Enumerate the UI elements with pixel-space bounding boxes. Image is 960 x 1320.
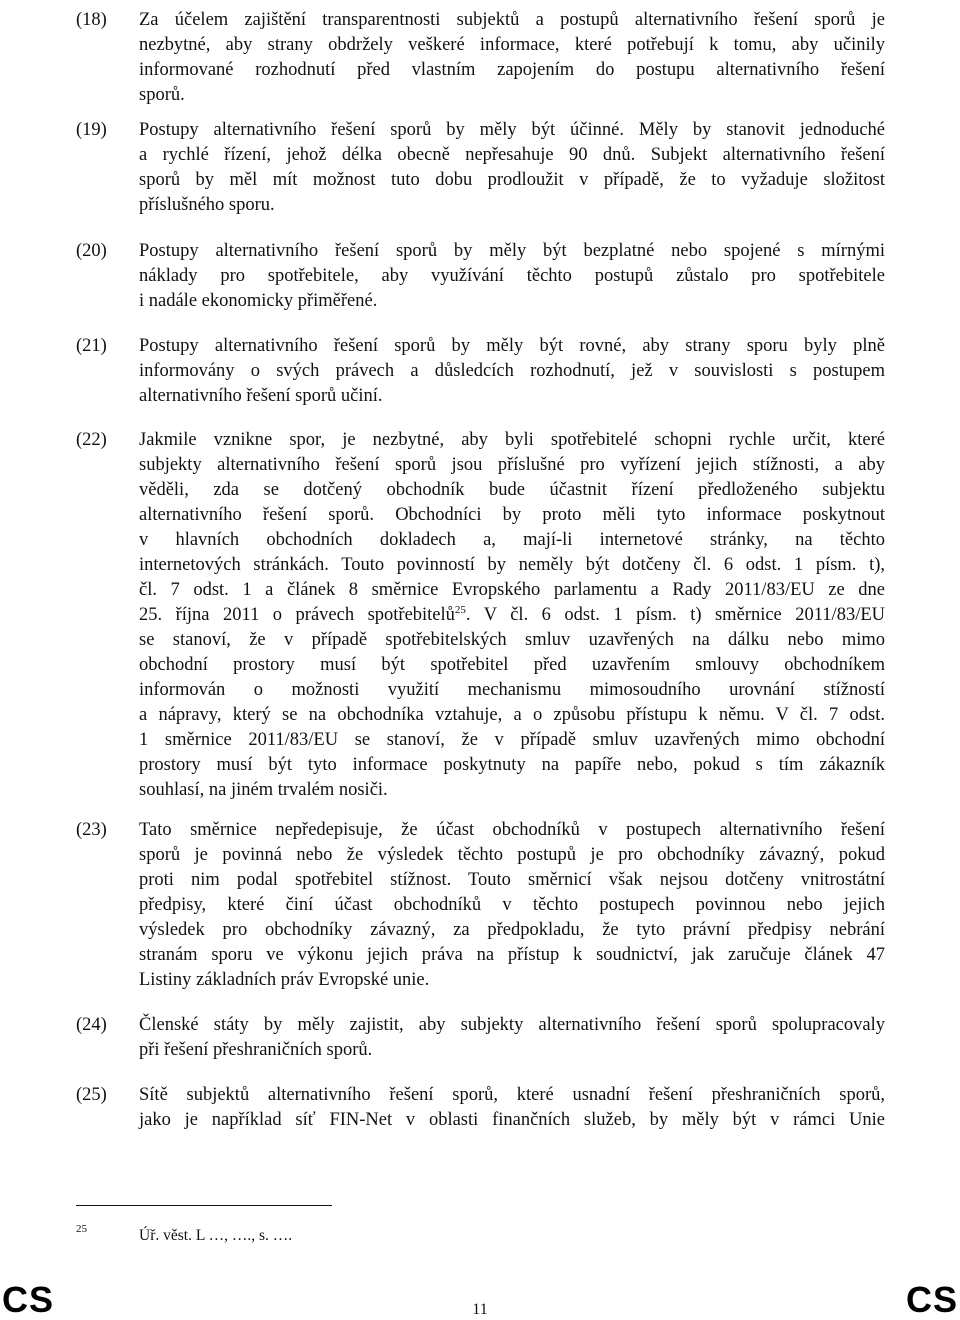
recital-number: (22) bbox=[76, 430, 107, 450]
recital-number: (19) bbox=[76, 120, 107, 140]
recital-number: (21) bbox=[76, 336, 107, 356]
footnote-number: 25 bbox=[76, 1223, 87, 1235]
text-line: Tato směrnice nepředepisuje, že účast obchodníků v postupech alternativního řešení bbox=[139, 820, 885, 840]
text-line: sporů by měl mít možnost tuto dobu prodloužit v případě, že to vyžaduje složitost bbox=[139, 170, 885, 190]
text-line: náklady pro spotřebitele, aby využívání těchto postupů zůstalo pro spotřebitele bbox=[139, 266, 885, 286]
text-segment: 25. října 2011 o právech spotřebitelů bbox=[139, 605, 455, 625]
recital-number: (20) bbox=[76, 241, 107, 261]
text-line: Postupy alternativního řešení sporů by měly být rovné, aby strany sporu byly plně bbox=[139, 336, 885, 356]
recital-text bbox=[139, 8, 885, 108]
page-number: 11 bbox=[472, 1301, 488, 1318]
text-line: subjekty alternativního řešení sporů jsou příslušné pro vyřízení jejich stížnosti, a aby bbox=[139, 455, 885, 475]
recital-number: (24) bbox=[76, 1015, 107, 1035]
text-line: proti nim podal spotřebitel stížnost. Touto směrnicí však nejsou dotčeny vnitrostátní bbox=[139, 870, 885, 890]
text-line: alternativního řešení sporů učiní. bbox=[139, 386, 383, 406]
text-line: informovány o svých právech a důsledcích rozhodnutí, jež v souvislosti s postupem bbox=[139, 361, 885, 381]
text-line: a rychlé řízení, jehož délka obecně nepřesahuje 90 dnů. Subjekt alternativního řešení bbox=[139, 145, 885, 165]
text-line: sporů. bbox=[139, 85, 185, 105]
language-code-right: CS bbox=[905, 1279, 958, 1320]
text-line: i nadále ekonomicky přiměřené. bbox=[139, 291, 378, 311]
text-line: nezbytné, aby strany obdržely veškeré informace, které potřebují k tomu, aby učinily bbox=[139, 35, 885, 55]
text-line: Členské státy by měly zajistit, aby subjekty alternativního řešení sporů spolupracovaly bbox=[139, 1015, 885, 1035]
text-line: v hlavních obchodních dokladech a, mají-li internetové stránky, na těchto bbox=[139, 530, 885, 550]
footnote-text: Úř. věst. L …, …., s. …. bbox=[139, 1227, 293, 1244]
text-line: Za účelem zajištění transparentnosti subjektů a postupů alternativního řešení sporů je bbox=[139, 10, 885, 30]
recital-text bbox=[139, 1013, 885, 1063]
text-line: čl. 7 odst. 1 a článek 8 směrnice Evropského parlamentu a Rady 2011/83/EU ze dne bbox=[139, 580, 885, 600]
recital-text bbox=[139, 334, 885, 409]
recital-text bbox=[139, 818, 885, 993]
text-line: příslušného sporu. bbox=[139, 195, 275, 215]
text-line: 1 směrnice 2011/83/EU se stanoví, že v případě smluv uzavřených mimo obchodní bbox=[139, 730, 885, 750]
text-line: alternativního řešení sporů. Obchodníci by proto měli tyto informace poskytnout bbox=[139, 505, 885, 525]
text-line: informované rozhodnutí před vlastním zapojením do postupu alternativního řešení bbox=[139, 60, 885, 80]
recital-number: (18) bbox=[76, 10, 107, 30]
footnote-separator bbox=[76, 1205, 332, 1206]
recital-text bbox=[139, 1083, 885, 1133]
text-line: Sítě subjektů alternativního řešení sporů, které usnadní řešení přeshraničních sporů, bbox=[139, 1085, 885, 1105]
text-line: stranám sporu ve výkonu jejich práva na přístup k soudnictví, jak zaručuje článek 47 bbox=[139, 945, 885, 965]
text-line: při řešení přeshraničních sporů. bbox=[139, 1040, 373, 1060]
text-line: Jakmile vznikne spor, je nezbytné, aby byli spotřebitelé schopni rychle určit, které bbox=[139, 430, 885, 450]
footnote-reference[interactable]: 25 bbox=[454, 603, 466, 616]
text-line: sporů je povinná nebo že výsledek těchto postupů je pro obchodníky závazný, pokud bbox=[139, 845, 885, 865]
text-line: obchodní prostory musí být spotřebitel před uzavřením smlouvy obchodníkem bbox=[139, 655, 885, 675]
text-line: výsledek pro obchodníky závazný, za předpokladu, že tyto právní předpisy nebrání bbox=[139, 920, 885, 940]
recital-number: (25) bbox=[76, 1085, 107, 1105]
text-line: souhlasí, na jiném trvalém nosiči. bbox=[139, 780, 388, 800]
text-line: předpisy, které činí účast obchodníků v těchto postupech povinnou nebo jejich bbox=[139, 895, 885, 915]
text-segment: . V čl. 6 odst. 1 písm. t) směrnice 2011/83/EU bbox=[465, 605, 885, 625]
text-line: se stanoví, že v případě spotřebitelských smluv uzavřených na dálku nebo mimo bbox=[139, 630, 885, 650]
recital-number: (23) bbox=[76, 820, 107, 840]
language-code-left: CS bbox=[2, 1279, 55, 1320]
text-line-with-footnote bbox=[139, 603, 885, 628]
text-line: informován o možnosti využití mechanismu mimosoudního urovnání stížností bbox=[139, 680, 885, 700]
text-line: věděli, zda se dotčený obchodník bude účastnit řízení předloženého subjektu bbox=[139, 480, 885, 500]
recital-text bbox=[139, 239, 885, 314]
recital-text bbox=[139, 118, 885, 218]
text-line: prostory musí být tyto informace poskytnuty na papíře nebo, pokud s tím zákazník bbox=[139, 755, 885, 775]
text-line: Listiny základních práv Evropské unie. bbox=[139, 970, 430, 990]
text-line: internetových stránkách. Touto povinností by neměly být dotčeny čl. 6 odst. 1 písm. t), bbox=[139, 555, 885, 575]
recital-text bbox=[139, 428, 885, 803]
text-line: jako je například síť FIN-Net v oblasti finančních služeb, by měly být v rámci Unie bbox=[139, 1110, 885, 1130]
text-line: Postupy alternativního řešení sporů by měly být účinné. Měly by stanovit jednoduché bbox=[139, 120, 885, 140]
text-line: Postupy alternativního řešení sporů by měly být bezplatné nebo spojené s mírnými bbox=[139, 241, 885, 261]
text-line: a nápravy, který se na obchodníka vztahuje, a o způsobu přístupu k němu. V čl. 7 odst. bbox=[139, 705, 885, 725]
